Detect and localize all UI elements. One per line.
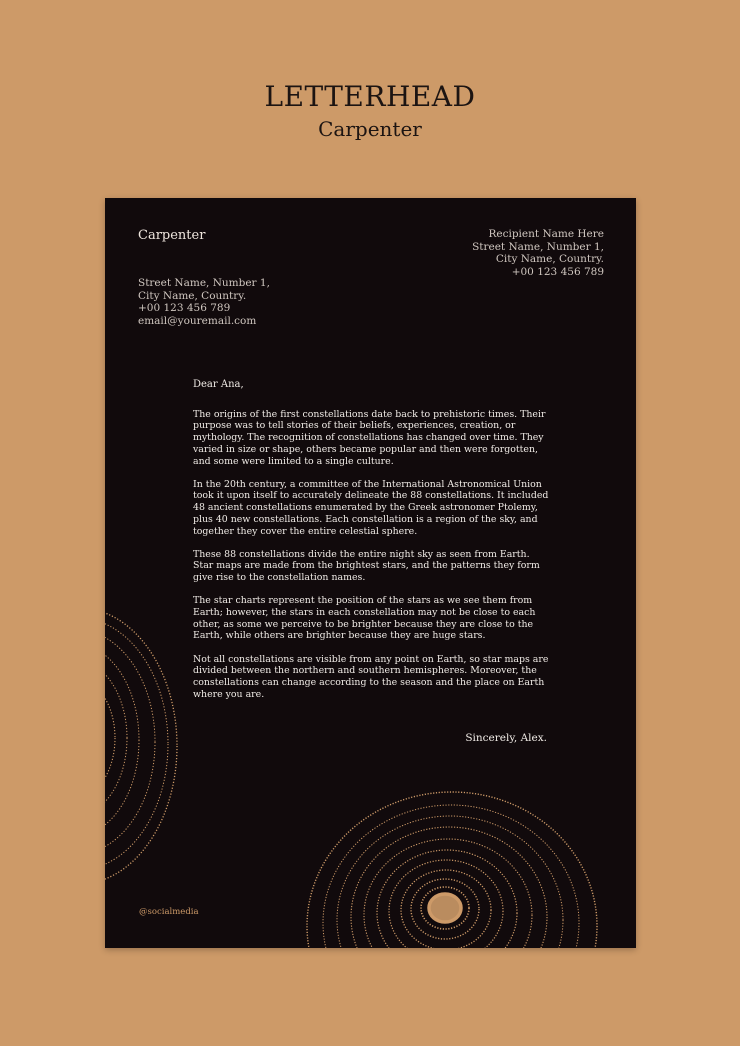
paragraph: The origins of the first constellations date back to prehistoric times. Their purpose was to tell stories of their beliefs, experiences, creation, or mythology. The recognition of constellations has changed over time. They varied in size or shape, others became popular and then were forgotten, and some were limited to a single culture. <box>193 408 546 467</box>
recipient-phone: +00 123 456 789 <box>511 265 604 278</box>
paragraph: These 88 constellations divide the entire night sky as seen from Earth. Star maps are made from the brightest stars, and the patterns they form give rise to the constellation names. <box>193 548 540 584</box>
sender-street: Street Name, Number 1, <box>138 277 270 289</box>
sender-city: City Name, Country. <box>138 289 247 302</box>
paragraph: Not all constellations are visible from any point on Earth, so star maps are divided between the northern and southern hemispheres. Moreover, the constellations can change according to the season and the place on Earth where you are. <box>193 653 549 700</box>
tree-rings-bottom <box>307 792 597 948</box>
signoff: Sincerely, Alex. <box>465 732 547 744</box>
company-name: Carpenter <box>138 228 206 243</box>
tree-rings-left <box>105 608 177 884</box>
page-header <box>0 80 740 142</box>
paragraph: In the 20th century, a committee of the International Astronomical Union took it upon itself to accurately delineate the 88 constellations. It included 48 ancient constellations enumerated by the Greek astronomer Ptolemy, plus 40 new constellations. Each constellation is a region of the sky, and together they cover the entire celestial sphere. <box>193 478 549 537</box>
letter-body <box>193 379 549 712</box>
recipient-city: City Name, Country. <box>495 253 604 266</box>
salutation: Dear Ana, <box>193 379 244 390</box>
recipient-street: Street Name, Number 1, <box>472 240 604 253</box>
page-title: LETTERHEAD <box>264 80 476 113</box>
recipient-block <box>472 228 604 278</box>
sender-email: email@youremail.com <box>138 314 257 327</box>
sender-phone: +00 123 456 789 <box>138 302 231 315</box>
sender-block <box>138 277 270 327</box>
page-subtitle: Carpenter <box>318 117 422 141</box>
social-handle: @socialmedia <box>139 907 199 917</box>
paragraph: The star charts represent the position of the stars as we see them from Earth; however, the stars in each constellation may not be close to each other, as some we perceive to be brighter because they are close to the Earth, while others are brighter because they are huge stars. <box>193 595 536 642</box>
letter-sheet <box>105 198 636 948</box>
recipient-name: Recipient Name Here <box>488 228 604 240</box>
